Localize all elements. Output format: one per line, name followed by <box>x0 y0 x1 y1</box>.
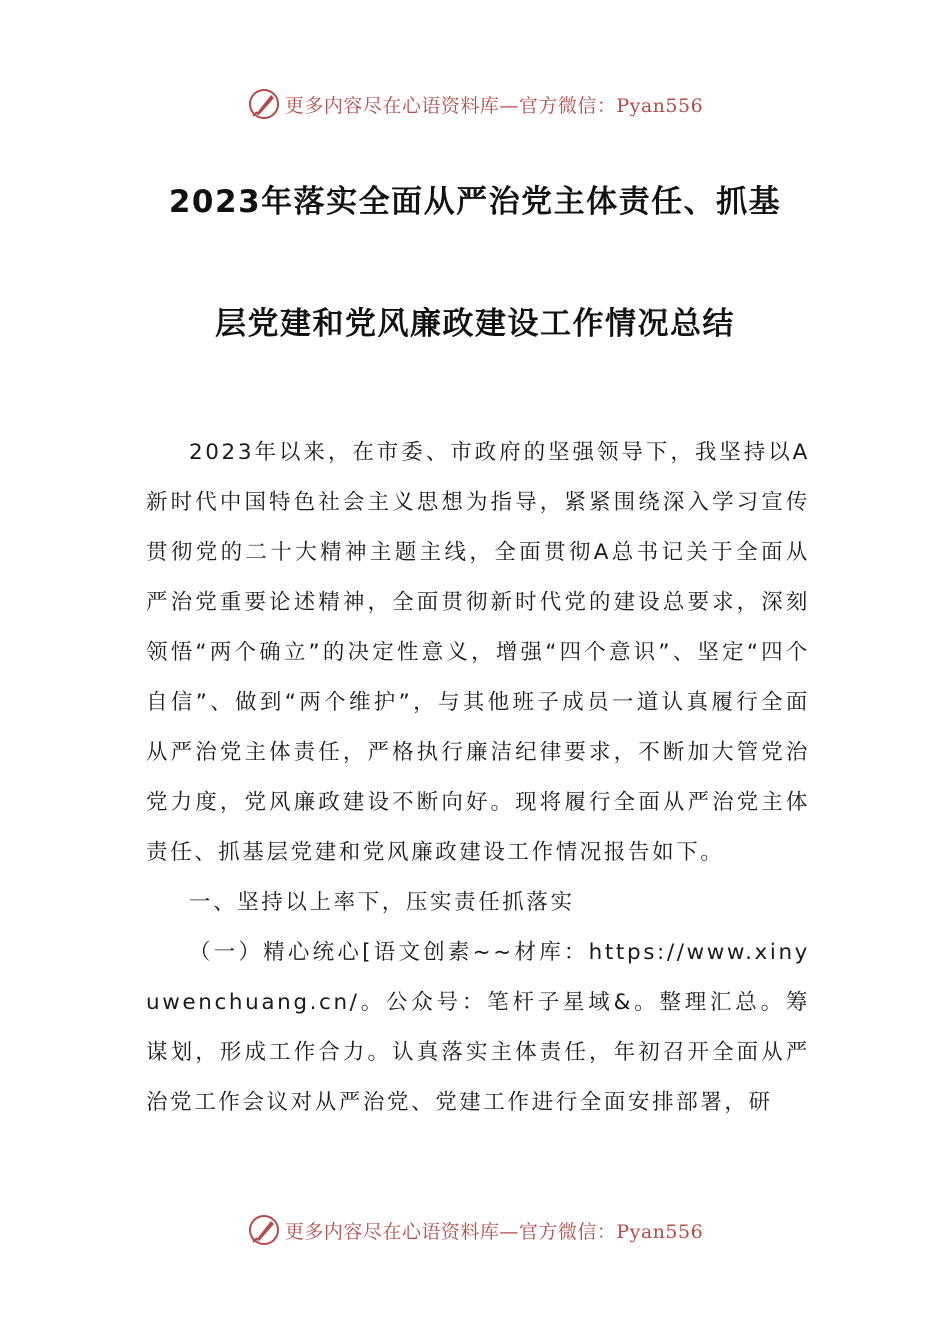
watermark-text: 更多内容尽在心语资料库—官方微信：Pyan556 <box>284 1220 704 1243</box>
paragraph-subsection-1: （一）精心统心[语文创素~~材库：https://www.xinyuwenchuang.cn/。公众号：笔杆子星域&。整理汇总。筹谋划，形成工作合力。认真落实主体责任，年初召开全面从严治党工作会议对从严治党、党建工作进行全面安排部署，研 <box>146 940 810 1115</box>
header-watermark <box>0 84 950 124</box>
footer-watermark <box>0 1210 950 1250</box>
watermark-text: 更多内容尽在心语资料库—官方微信：Pyan556 <box>284 94 704 117</box>
document-body <box>146 428 810 1128</box>
document-title-line-1: 2023年落实全面从严治党主体责任、抓基 <box>168 184 782 220</box>
document-title-line-2: 层党建和党风廉政建设工作情况总结 <box>215 306 735 342</box>
quill-pen-icon <box>247 87 281 121</box>
paragraph-intro: 2023年以来，在市委、市政府的坚强领导下，我坚持以A新时代中国特色社会主义思想为指导，紧紧围绕深入学习宣传贯彻党的二十大精神主题主线，全面贯彻A总书记关于全面从严治党重要论述精神，全面贯彻新时代党的建设总要求，深刻领悟“两个确立”的决定性意义，增强“四个意识”、坚定“四个自信”、做到“两个维护”，与其他班子成员一道认真履行全面从严治党主体责任，严格执行廉洁纪律要求，不断加大管党治党力度，党风廉政建设不断向好。现将履行全面从严治党主体责任、抓基层党建和党风廉政建设工作情况报告如下。 <box>146 440 810 865</box>
quill-pen-icon <box>247 1213 281 1247</box>
section-heading-1: 一、坚持以上率下，压实责任抓落实 <box>189 890 575 915</box>
